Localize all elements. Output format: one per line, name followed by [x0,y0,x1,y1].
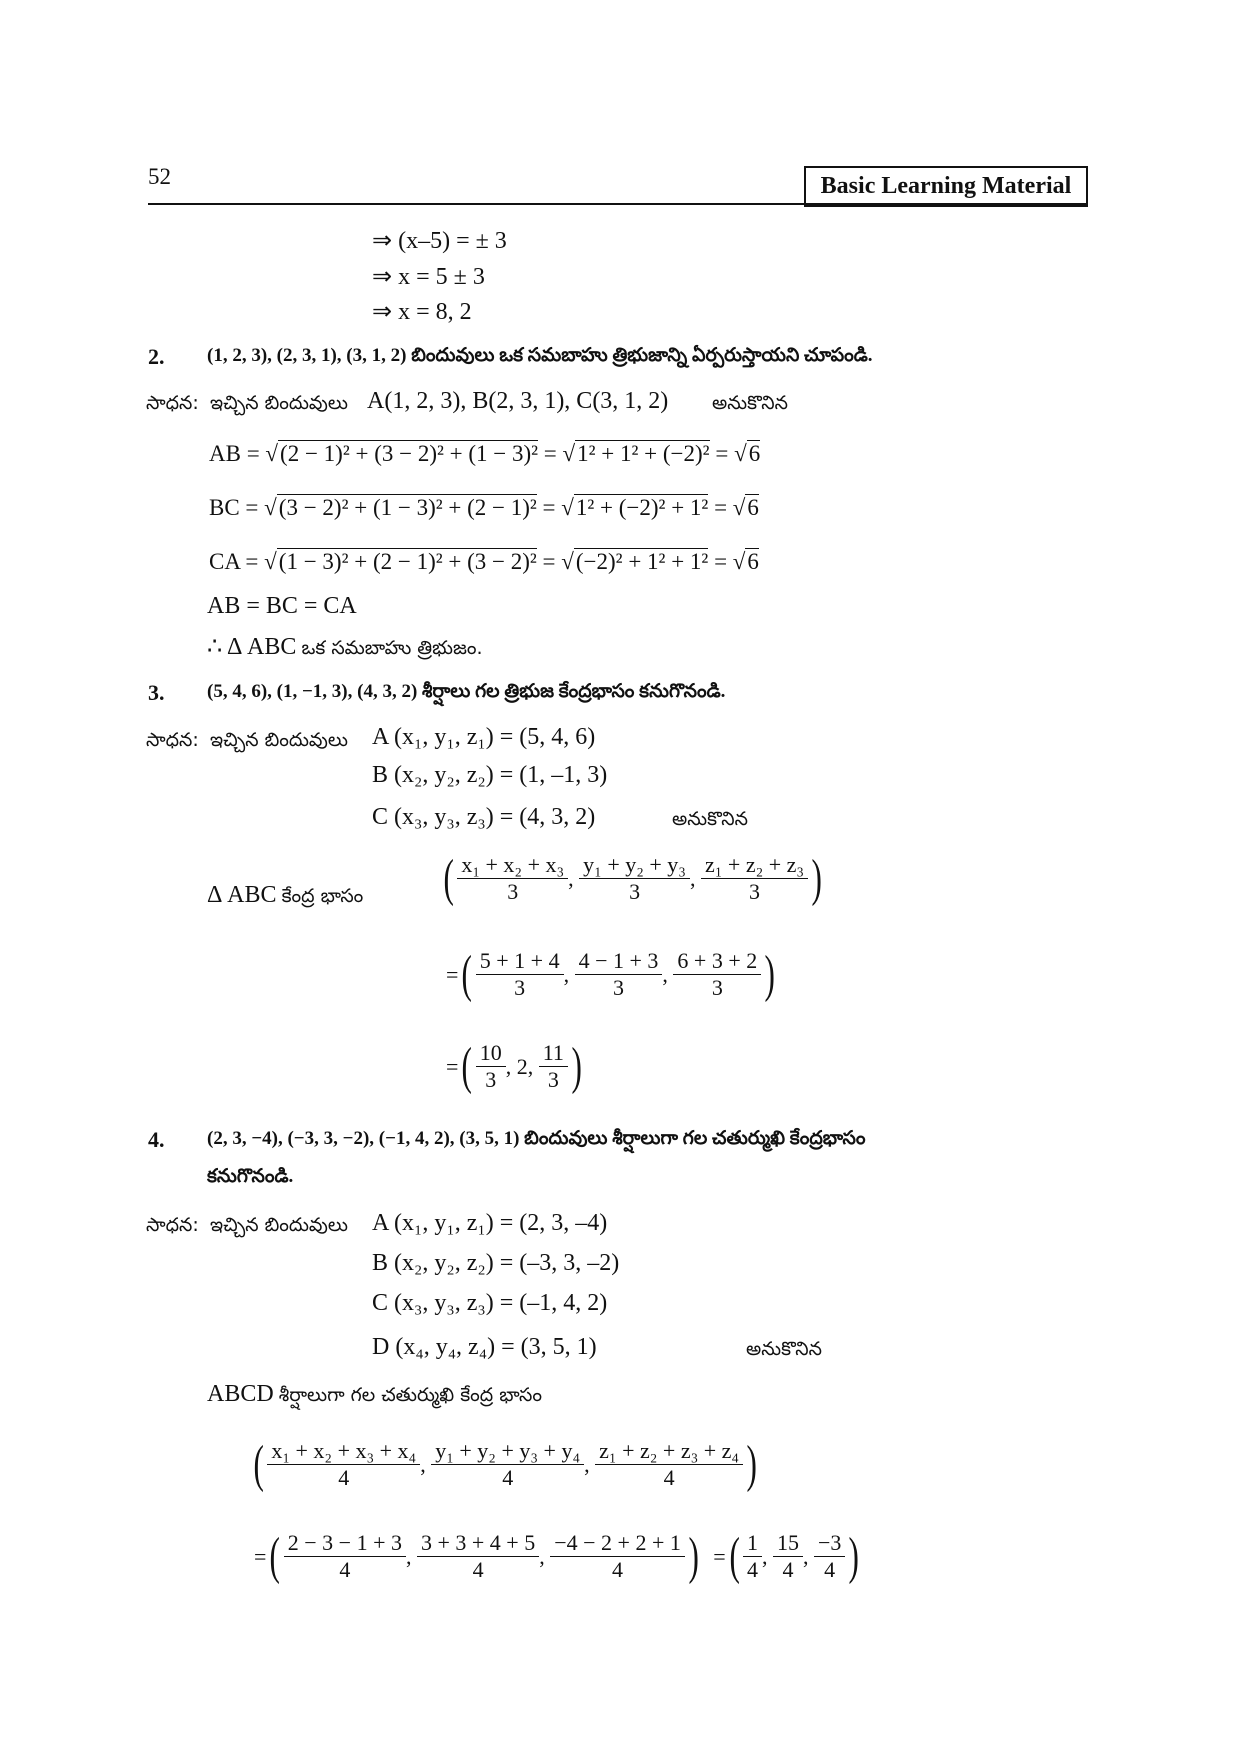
equal-sides: AB = BC = CA [207,593,357,619]
q4-point-d: D (x₄, y₄, z₄) = (3, 5, 1) [372,1334,597,1360]
q4-let: అనుకొనిన [746,1338,822,1360]
bc-eq2: = [714,495,728,520]
q3-solution-intro: ఇచ్చిన బిందువులు [210,729,348,751]
q3-s2-den: 3 [612,975,624,1000]
q4-s2-num: 3 + 3 + 4 + 5 [417,1530,539,1557]
q2-points: A(1, 2, 3), B(2, 3, 1), C(3, 1, 2) [367,388,669,414]
bc-equation: BC = √(3 − 2)² + (1 − 3)² + (2 − 1)² = √1² + (−2)² + 1² = √6 [209,495,759,520]
q3-point-c: C (x₃, y₃, z₃) = (4, 3, 2) [372,804,596,830]
ab-eq1: = [543,441,557,466]
q2-conclusion-prefix: ∴ Δ ABC [207,634,297,660]
ca-result: 6 [747,549,759,574]
q3-f2-den: 3 [629,879,641,904]
prev-step-2: ⇒ x = 5 ± 3 [372,264,485,290]
q4-f3-num: z₁ + z₂ + z₃ + z₄ [595,1438,743,1465]
ab-label: AB = [209,441,260,466]
q2-conclusion [207,632,483,664]
header-title: Basic Learning Material [804,166,1088,207]
q4-point-c: C (x₃, y₃, z₃) = (–1, 4, 2) [372,1290,608,1316]
ca-radicand2: (−2)² + 1² + 1² [575,549,709,574]
q4-f1-den: 4 [338,1465,350,1490]
ab-radicand: (2 − 1)² + (3 − 2)² + (1 − 3)² [280,441,539,466]
q4-s3-den: 4 [612,1557,624,1582]
q3-r2: 2, [516,1053,534,1079]
q4-r1-num: 1 [743,1530,762,1557]
q4-f1-num: x₁ + x₂ + x₃ + x₄ [267,1438,420,1465]
ca-eq1: = [542,549,556,574]
q3-text: (5, 4, 6), (1, −1, 3), (4, 3, 2) శీర్షాలు గల త్రిభుజ కేంద్రభాసం కనుగొనండి. [207,681,726,702]
q4-f2-num: y₁ + y₂ + y₃ + y₄ [431,1438,584,1465]
q3-f2-num: y₁ + y₂ + y₃ [579,852,690,879]
q3-centroid-word: కేంద్ర భాసం [281,885,364,907]
q4-text-line2: కనుగొనండి. [207,1166,294,1187]
q3-s1-den: 3 [514,975,526,1000]
q3-s3-den: 3 [711,975,723,1000]
ca-equation: CA = √(1 − 3)² + (2 − 1)² + (3 − 2)² = √(−2)² + 1² + 1² = √6 [209,549,759,574]
q2-conclusion-text: ఒక సమబాహు త్రిభుజం. [301,637,483,659]
bc-eq1: = [542,495,556,520]
q3-r3-num: 11 [539,1040,568,1067]
q4-centroid-words: శీర్షాలుగా గల చతుర్ముఖి కేంద్ర భాసం [278,1384,542,1406]
ab-result: 6 [748,441,761,466]
q4-s1-num: 2 − 3 − 1 + 3 [284,1530,406,1557]
q4-solution-label: సాధన: [146,1214,199,1236]
q3-centroid-formula: ( $\frac{\text{x₁ + x₂ + x₃}}{3}$ , $\frac{\text{y₁ + y₂ + y₃}}{3}$ , $\frac{\text{z₁ + z₂ + z₃}}{3}$ ) [443,849,822,907]
q4-centroid-label [207,1381,542,1411]
bc-radicand2: 1² + (−2)² + 1² [575,495,709,520]
ca-label: CA = [209,549,259,574]
q2-number: 2. [148,344,165,369]
q3-point-a: A (x₁, y₁, z₁) = (5, 4, 6) [372,724,596,750]
q4-f2-den: 4 [502,1465,514,1490]
q4-r3-num: −3 [814,1530,845,1557]
q3-f1-den: 3 [507,879,519,904]
q3-r1-den: 3 [485,1067,497,1092]
q3-centroid-symbol: Δ ABC [207,882,277,908]
q4-centroid-result: = ( $\frac{2 - 3 - 1 + 3}{4}$ , $\frac{3 + 3 + 4 + 5}{4}$ , $\frac{-4 - 2 + 2 + 1}{4}$ ) = ( $\frac{1}{4}$ , $\frac{15}{4}$ , $\frac{-3}{4}$ ) [254,1527,860,1585]
bc-label: BC = [209,495,259,520]
q3-centroid-label [207,882,363,912]
ab-eq2: = [715,441,729,466]
q3-f3-den: 3 [749,879,761,904]
q3-s1-num: 5 + 1 + 4 [476,948,564,975]
q3-r3-den: 3 [547,1067,559,1092]
page-number: 52 [148,164,171,189]
q4-centroid-formula: ( $\frac{\text{x₁ + x₂ + x₃ + x₄}}{4}$ , $\frac{\text{y₁ + y₂ + y₃ + y₄}}{4}$ , $\frac{\text{z₁ + z₂ + z₃ + z₄}}{4}$ ) [253,1435,757,1493]
q3-centroid-result: = ( $\frac{10}{3}$ , 2, $\frac{11}{3}$ ) [446,1037,582,1095]
q3-r1-num: 10 [476,1040,506,1067]
q3-centroid-substituted: = ( $\frac{5 + 1 + 4}{3}$ , $\frac{4 - 1 + 3}{3}$ , $\frac{6 + 3 + 2}{3}$ ) [446,945,776,1003]
q3-solution-label: సాధన: [146,729,199,751]
q4-f3-den: 4 [663,1465,675,1490]
q3-s2-num: 4 − 1 + 3 [575,948,663,975]
ab-equation: AB = √(2 − 1)² + (3 − 2)² + (1 − 3)² = √1² + 1² + (−2)² = √6 [209,441,761,466]
q3-s3-num: 6 + 3 + 2 [673,948,761,975]
q4-number: 4. [148,1127,165,1152]
q3-f1-num: x₁ + x₂ + x₃ [457,852,568,879]
q4-r3-den: 4 [824,1557,836,1582]
q4-point-b: B (x₂, y₂, z₂) = (–3, 3, –2) [372,1250,620,1276]
q2-let: అనుకొనిన [712,392,788,414]
q4-r2-den: 4 [782,1557,794,1582]
q2-solution-intro: ఇచ్చిన బిందువులు [210,392,348,414]
q3-point-b: B (x₂, y₂, z₂) = (1, –1, 3) [372,762,608,788]
q4-centroid-symbol: ABCD [207,1381,274,1407]
q3-f3-num: z₁ + z₂ + z₃ [701,852,808,879]
bc-radicand: (3 − 2)² + (1 − 3)² + (2 − 1)² [278,495,537,520]
ab-radicand2: 1² + 1² + (−2)² [577,441,710,466]
q4-text-line1: (2, 3, −4), (−3, 3, −2), (−1, 4, 2), (3, 5, 1) బిందువులు శీర్షాలుగా గల చతుర్ముఖి కేంద్రభాసం [207,1128,866,1149]
prev-step-3: ⇒ x = 8, 2 [372,299,472,325]
q4-s2-den: 4 [472,1557,484,1582]
q4-s3-num: −4 − 2 + 2 + 1 [550,1530,685,1557]
q3-number: 3. [148,680,165,705]
q4-s1-den: 4 [339,1557,351,1582]
bc-result: 6 [747,495,759,520]
q2-solution-label: సాధన: [146,392,199,414]
ca-eq2: = [714,549,728,574]
q4-r2-num: 15 [773,1530,803,1557]
q4-r1-den: 4 [746,1557,758,1582]
q4-solution-intro: ఇచ్చిన బిందువులు [210,1214,348,1236]
prev-step-1: ⇒ (x–5) = ± 3 [372,228,507,254]
q2-text: (1, 2, 3), (2, 3, 1), (3, 1, 2) బిందువులు ఒక సమబాహు త్రిభుజాన్ని ఏర్పరుస్తాయని చూపండి. [207,345,873,366]
q4-point-a: A (x₁, y₁, z₁) = (2, 3, –4) [372,1210,608,1236]
q3-let: అనుకొనిన [672,808,748,830]
ca-radicand: (1 − 3)² + (2 − 1)² + (3 − 2)² [278,549,537,574]
